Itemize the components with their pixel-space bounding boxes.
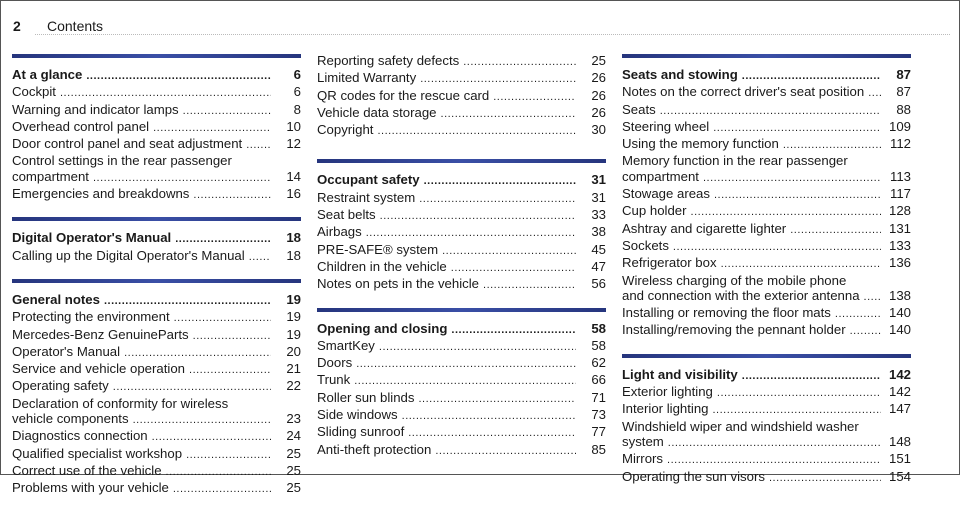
- entry-page: 12: [286, 136, 301, 152]
- toc-entry[interactable]: [622, 203, 911, 220]
- entry-page: 140: [888, 322, 911, 338]
- entry-page: 136: [888, 255, 911, 271]
- dot-leader: [451, 321, 576, 338]
- toc-entry[interactable]: [12, 428, 301, 445]
- entry-title: Correct use of the vehicle: [12, 462, 162, 478]
- dot-leader: [713, 401, 882, 418]
- toc-entry[interactable]: [12, 327, 301, 344]
- toc-entry[interactable]: [12, 186, 301, 203]
- entry-page: 14: [286, 168, 301, 184]
- section-heading[interactable]: [12, 292, 301, 309]
- toc-entry[interactable]: [622, 255, 911, 272]
- entry-title: Operating safety: [12, 378, 109, 394]
- entry-title: Emergencies and breakdowns: [12, 186, 190, 202]
- entry-title: Warning and indicator lamps: [12, 101, 179, 117]
- toc-entry[interactable]: [12, 248, 301, 265]
- dot-leader: [713, 119, 881, 136]
- section-bar: [12, 279, 301, 283]
- toc-entry[interactable]: [317, 259, 606, 276]
- entry-page: 18: [286, 230, 301, 246]
- toc-entry[interactable]: [622, 384, 911, 401]
- toc-entry[interactable]: [622, 169, 911, 186]
- dot-leader: [186, 446, 271, 463]
- toc-entry[interactable]: [12, 446, 301, 463]
- section-heading[interactable]: [622, 367, 911, 384]
- entry-title: Seats and stowing: [622, 67, 738, 82]
- dot-leader: [193, 327, 271, 344]
- entry-title: Operator's Manual: [12, 343, 121, 359]
- toc-entry[interactable]: [317, 442, 606, 459]
- dot-leader: [435, 442, 576, 459]
- toc-entry[interactable]: [622, 451, 911, 468]
- entry-page: 77: [591, 424, 606, 440]
- section-heading[interactable]: [317, 172, 606, 189]
- entry-title: Mercedes-Benz GenuineParts: [12, 326, 189, 342]
- dot-leader: [668, 434, 881, 451]
- dot-leader: [193, 186, 271, 203]
- entry-title: Stowage areas: [622, 186, 710, 202]
- entry-title: Calling up the Digital Operator's Manual: [12, 247, 245, 263]
- toc-entry[interactable]: [622, 305, 911, 322]
- dot-leader: [703, 169, 881, 186]
- dot-leader: [173, 480, 271, 497]
- dot-leader: [86, 67, 271, 84]
- entry-title: compartment: [622, 168, 699, 184]
- toc-entry-first-line[interactable]: Declaration of conformity for wireless: [12, 395, 229, 411]
- entry-page: 25: [591, 53, 606, 68]
- toc-entry[interactable]: [317, 407, 606, 424]
- entry-title: vehicle components: [12, 411, 129, 427]
- dot-leader: [714, 186, 881, 203]
- dot-leader: [419, 190, 576, 207]
- toc-entry[interactable]: [317, 122, 606, 139]
- entry-page: 19: [286, 309, 301, 325]
- dot-leader: [721, 255, 881, 272]
- dot-leader: [441, 105, 576, 122]
- toc-column-3: [622, 54, 911, 500]
- dot-leader: [183, 102, 271, 119]
- dot-leader: [174, 309, 271, 326]
- dot-leader: [442, 242, 576, 259]
- entry-title: Mirrors: [622, 451, 664, 467]
- entry-page: 25: [286, 480, 301, 496]
- entry-title: Cockpit: [12, 84, 56, 100]
- entry-page: 56: [591, 276, 606, 292]
- entry-title: Occupant safety: [317, 172, 420, 188]
- entry-page: 87: [896, 84, 911, 100]
- toc-entry[interactable]: [622, 434, 911, 451]
- entry-page: 128: [888, 203, 911, 219]
- dot-leader: [377, 122, 576, 139]
- toc-entry-first-line[interactable]: Windshield wiper and windshield washer: [622, 418, 859, 434]
- entry-page: 22: [286, 378, 301, 394]
- dot-leader: [717, 384, 881, 401]
- toc-entry[interactable]: [622, 322, 911, 339]
- entry-title: Reporting safety defects: [317, 53, 460, 68]
- dot-leader: [742, 67, 881, 84]
- dot-leader: [366, 224, 576, 241]
- entry-page: 31: [591, 189, 606, 205]
- toc-entry[interactable]: [622, 469, 911, 486]
- entry-page: 18: [286, 247, 301, 263]
- entry-page: 47: [591, 258, 606, 274]
- entry-page: 73: [591, 407, 606, 423]
- toc-section: [12, 217, 301, 265]
- toc-entry-first-line[interactable]: Wireless charging of the mobile phone: [622, 272, 847, 288]
- entry-page: 6: [293, 84, 301, 100]
- dot-leader: [419, 390, 577, 407]
- dot-leader: [483, 276, 576, 293]
- entry-title: At a glance: [12, 67, 83, 82]
- entry-page: 6: [293, 67, 301, 82]
- dot-leader: [835, 305, 881, 322]
- entry-title: Trunk: [317, 372, 351, 388]
- entry-page: 26: [591, 70, 606, 86]
- dot-leader: [424, 172, 576, 189]
- toc-entry[interactable]: [622, 84, 911, 101]
- entry-title: Airbags: [317, 224, 362, 240]
- entry-title: Notes on the correct driver's seat position: [622, 84, 865, 100]
- toc-entry[interactable]: [622, 136, 911, 153]
- dot-leader: [769, 469, 881, 486]
- entry-title: Refrigerator box: [622, 255, 717, 271]
- dot-leader: [850, 322, 881, 339]
- section-bar: [317, 159, 606, 163]
- entry-page: 10: [286, 118, 301, 134]
- entry-title: Installing/removing the pennant holder: [622, 322, 846, 338]
- entry-page: 24: [286, 428, 301, 444]
- entry-title: Digital Operator's Manual: [12, 230, 172, 246]
- toc-entry[interactable]: [317, 424, 606, 441]
- toc-entry[interactable]: [622, 221, 911, 238]
- entry-page: 140: [888, 305, 911, 321]
- entry-title: Exterior lighting: [622, 384, 713, 400]
- entry-page: 26: [591, 104, 606, 120]
- entry-title: Problems with your vehicle: [12, 480, 169, 496]
- toc-entry[interactable]: [317, 390, 606, 407]
- entry-page: 85: [591, 441, 606, 457]
- entry-title: General notes: [12, 291, 100, 307]
- toc-section: [622, 54, 911, 340]
- entry-page: 147: [888, 401, 911, 417]
- section-bar: [12, 54, 301, 58]
- toc-entry[interactable]: [12, 361, 301, 378]
- entry-title: Ashtray and cigarette lighter: [622, 220, 787, 236]
- dot-leader: [673, 238, 881, 255]
- section-bar: [622, 54, 911, 58]
- page-number: 2: [13, 18, 21, 34]
- entry-title: Qualified specialist workshop: [12, 445, 183, 461]
- dot-leader: [868, 84, 881, 101]
- entry-page: 19: [286, 326, 301, 342]
- toc-section: [622, 354, 911, 486]
- entry-title: Children in the vehicle: [317, 258, 447, 274]
- dot-leader: [408, 424, 576, 441]
- toc-column-1: [12, 54, 301, 512]
- section-bar: [12, 217, 301, 221]
- dot-leader: [660, 102, 881, 119]
- entry-page: 112: [889, 136, 911, 152]
- dot-leader: [93, 169, 271, 186]
- entry-page: 23: [286, 411, 301, 427]
- entry-title: Seat belts: [317, 207, 376, 223]
- entry-title: Steering wheel: [622, 118, 710, 134]
- dot-leader: [354, 372, 576, 389]
- dot-leader: [420, 70, 576, 87]
- entry-title: QR codes for the rescue card: [317, 87, 490, 103]
- dot-leader: [133, 411, 271, 428]
- dot-leader: [124, 344, 271, 361]
- entry-title: Interior lighting: [622, 401, 709, 417]
- toc-entry[interactable]: [12, 119, 301, 136]
- toc-entry[interactable]: [317, 190, 606, 207]
- entry-title: Restraint system: [317, 189, 416, 205]
- toc-entry[interactable]: [317, 53, 606, 70]
- entry-title: and connection with the exterior antenna: [622, 287, 860, 303]
- entry-page: 142: [888, 366, 911, 382]
- entry-title: Protecting the environment: [12, 309, 170, 325]
- entry-title: Roller sun blinds: [317, 389, 415, 405]
- dot-leader: [249, 248, 271, 265]
- dot-leader: [790, 221, 881, 238]
- entry-page: 58: [591, 320, 606, 336]
- header-rule: [35, 34, 950, 35]
- dot-leader: [166, 463, 271, 480]
- toc-entry[interactable]: [317, 207, 606, 224]
- section-heading[interactable]: [12, 67, 301, 84]
- toc-section: [317, 308, 606, 459]
- toc-entry[interactable]: [622, 186, 911, 203]
- entry-title: Seats: [622, 101, 656, 117]
- dot-leader: [175, 230, 271, 247]
- toc-section: [12, 54, 301, 203]
- toc-entry[interactable]: [317, 105, 606, 122]
- entry-page: 21: [286, 361, 301, 377]
- entry-title: Operating the sun visors: [622, 468, 765, 484]
- toc-entry[interactable]: [12, 309, 301, 326]
- section-heading[interactable]: [622, 67, 911, 84]
- entry-title: Sliding sunroof: [317, 424, 405, 440]
- dot-leader: [380, 207, 576, 224]
- entry-title: Door control panel and seat adjustment: [12, 136, 243, 152]
- entry-title: Sockets: [622, 237, 669, 253]
- entry-page: 25: [286, 462, 301, 478]
- entry-title: Limited Warranty: [317, 70, 417, 86]
- entry-page: 71: [591, 389, 606, 405]
- entry-page: 109: [888, 118, 911, 134]
- dot-leader: [864, 288, 881, 305]
- entry-title: Cup holder: [622, 203, 687, 219]
- dot-leader: [153, 119, 271, 136]
- entry-title: Vehicle data storage: [317, 104, 437, 120]
- toc-entry-first-line[interactable]: Control settings in the rear passenger: [12, 153, 232, 169]
- dot-leader: [451, 259, 576, 276]
- dot-leader: [246, 136, 271, 153]
- entry-page: 151: [888, 451, 911, 467]
- entry-title: Overhead control panel: [12, 118, 150, 134]
- page-title: Contents: [47, 18, 104, 34]
- section-heading[interactable]: [12, 230, 301, 247]
- toc-entry[interactable]: [12, 84, 301, 101]
- toc-entry[interactable]: [622, 288, 911, 305]
- entry-title: Using the memory function: [622, 136, 779, 152]
- dot-leader: [152, 428, 271, 445]
- toc-entry-first-line[interactable]: Memory function in the rear passenger: [622, 153, 848, 169]
- entry-title: Side windows: [317, 407, 398, 423]
- entry-page: 26: [591, 87, 606, 103]
- toc-entry[interactable]: [317, 338, 606, 355]
- dot-leader: [60, 84, 271, 101]
- section-heading[interactable]: [317, 321, 606, 338]
- toc-entry[interactable]: [12, 411, 301, 428]
- dot-leader: [356, 355, 576, 372]
- section-bar: [317, 308, 606, 312]
- dot-leader: [463, 53, 576, 70]
- toc-section: [12, 279, 301, 498]
- dot-leader: [783, 136, 881, 153]
- entry-page: 16: [286, 186, 301, 202]
- entry-title: Opening and closing: [317, 320, 448, 336]
- toc-entry[interactable]: [622, 119, 911, 136]
- entry-title: Notes on pets in the vehicle: [317, 276, 480, 292]
- toc-entry[interactable]: [12, 463, 301, 480]
- toc-entry[interactable]: [12, 102, 301, 119]
- dot-leader: [379, 338, 576, 355]
- toc-column-2: [317, 53, 606, 473]
- entry-title: Doors: [317, 355, 353, 371]
- dot-leader: [691, 203, 881, 220]
- entry-page: 58: [591, 337, 606, 353]
- entry-page: 154: [888, 468, 911, 484]
- entry-title: system: [622, 433, 664, 449]
- entry-page: 88: [896, 101, 911, 117]
- section-bar: [622, 354, 911, 358]
- toc-entry[interactable]: [622, 401, 911, 418]
- entry-page: 20: [286, 343, 301, 359]
- entry-page: 131: [888, 220, 911, 236]
- toc-entry[interactable]: [317, 70, 606, 87]
- toc-entry[interactable]: [12, 136, 301, 153]
- dot-leader: [189, 361, 271, 378]
- dot-leader: [402, 407, 576, 424]
- toc-entry[interactable]: [622, 238, 911, 255]
- entry-title: Installing or removing the floor mats: [622, 305, 831, 321]
- entry-title: Diagnostics connection: [12, 428, 148, 444]
- entry-page: 66: [591, 372, 606, 388]
- dot-leader: [113, 378, 271, 395]
- toc-entry[interactable]: [12, 169, 301, 186]
- entry-title: Anti-theft protection: [317, 441, 432, 457]
- entry-page: 113: [889, 168, 911, 184]
- toc-entry[interactable]: [622, 102, 911, 119]
- entry-title: compartment: [12, 168, 89, 184]
- entry-page: 25: [286, 445, 301, 461]
- entry-title: Copyright: [317, 122, 374, 138]
- entry-page: 31: [591, 172, 606, 188]
- entry-page: 30: [591, 122, 606, 138]
- entry-page: 8: [293, 101, 301, 117]
- entry-page: 38: [591, 224, 606, 240]
- entry-page: 87: [896, 67, 911, 82]
- entry-page: 138: [888, 287, 911, 303]
- dot-leader: [493, 88, 576, 105]
- entry-page: 133: [888, 237, 911, 253]
- dot-leader: [104, 292, 271, 309]
- entry-page: 142: [888, 384, 911, 400]
- dot-leader: [667, 451, 881, 468]
- entry-page: 45: [591, 241, 606, 257]
- toc-section: [317, 159, 606, 293]
- dot-leader: [742, 367, 881, 384]
- entry-page: 117: [889, 186, 911, 202]
- toc-entry[interactable]: [12, 344, 301, 361]
- toc-entry[interactable]: [12, 480, 301, 497]
- entry-page: 148: [888, 433, 911, 449]
- entry-page: 19: [286, 291, 301, 307]
- entry-page: 33: [591, 207, 606, 223]
- toc-entry[interactable]: [317, 242, 606, 259]
- toc-entry[interactable]: [317, 372, 606, 389]
- toc-entry[interactable]: [317, 276, 606, 293]
- toc-entry[interactable]: [317, 224, 606, 241]
- entry-title: SmartKey: [317, 337, 375, 353]
- toc-entry[interactable]: [317, 355, 606, 372]
- entry-page: 62: [591, 355, 606, 371]
- toc-section: [317, 53, 606, 139]
- toc-entry[interactable]: [12, 378, 301, 395]
- entry-title: Service and vehicle operation: [12, 361, 186, 377]
- entry-title: PRE-SAFE® system: [317, 241, 439, 257]
- entry-title: Light and visibility: [622, 366, 738, 382]
- toc-entry[interactable]: [317, 88, 606, 105]
